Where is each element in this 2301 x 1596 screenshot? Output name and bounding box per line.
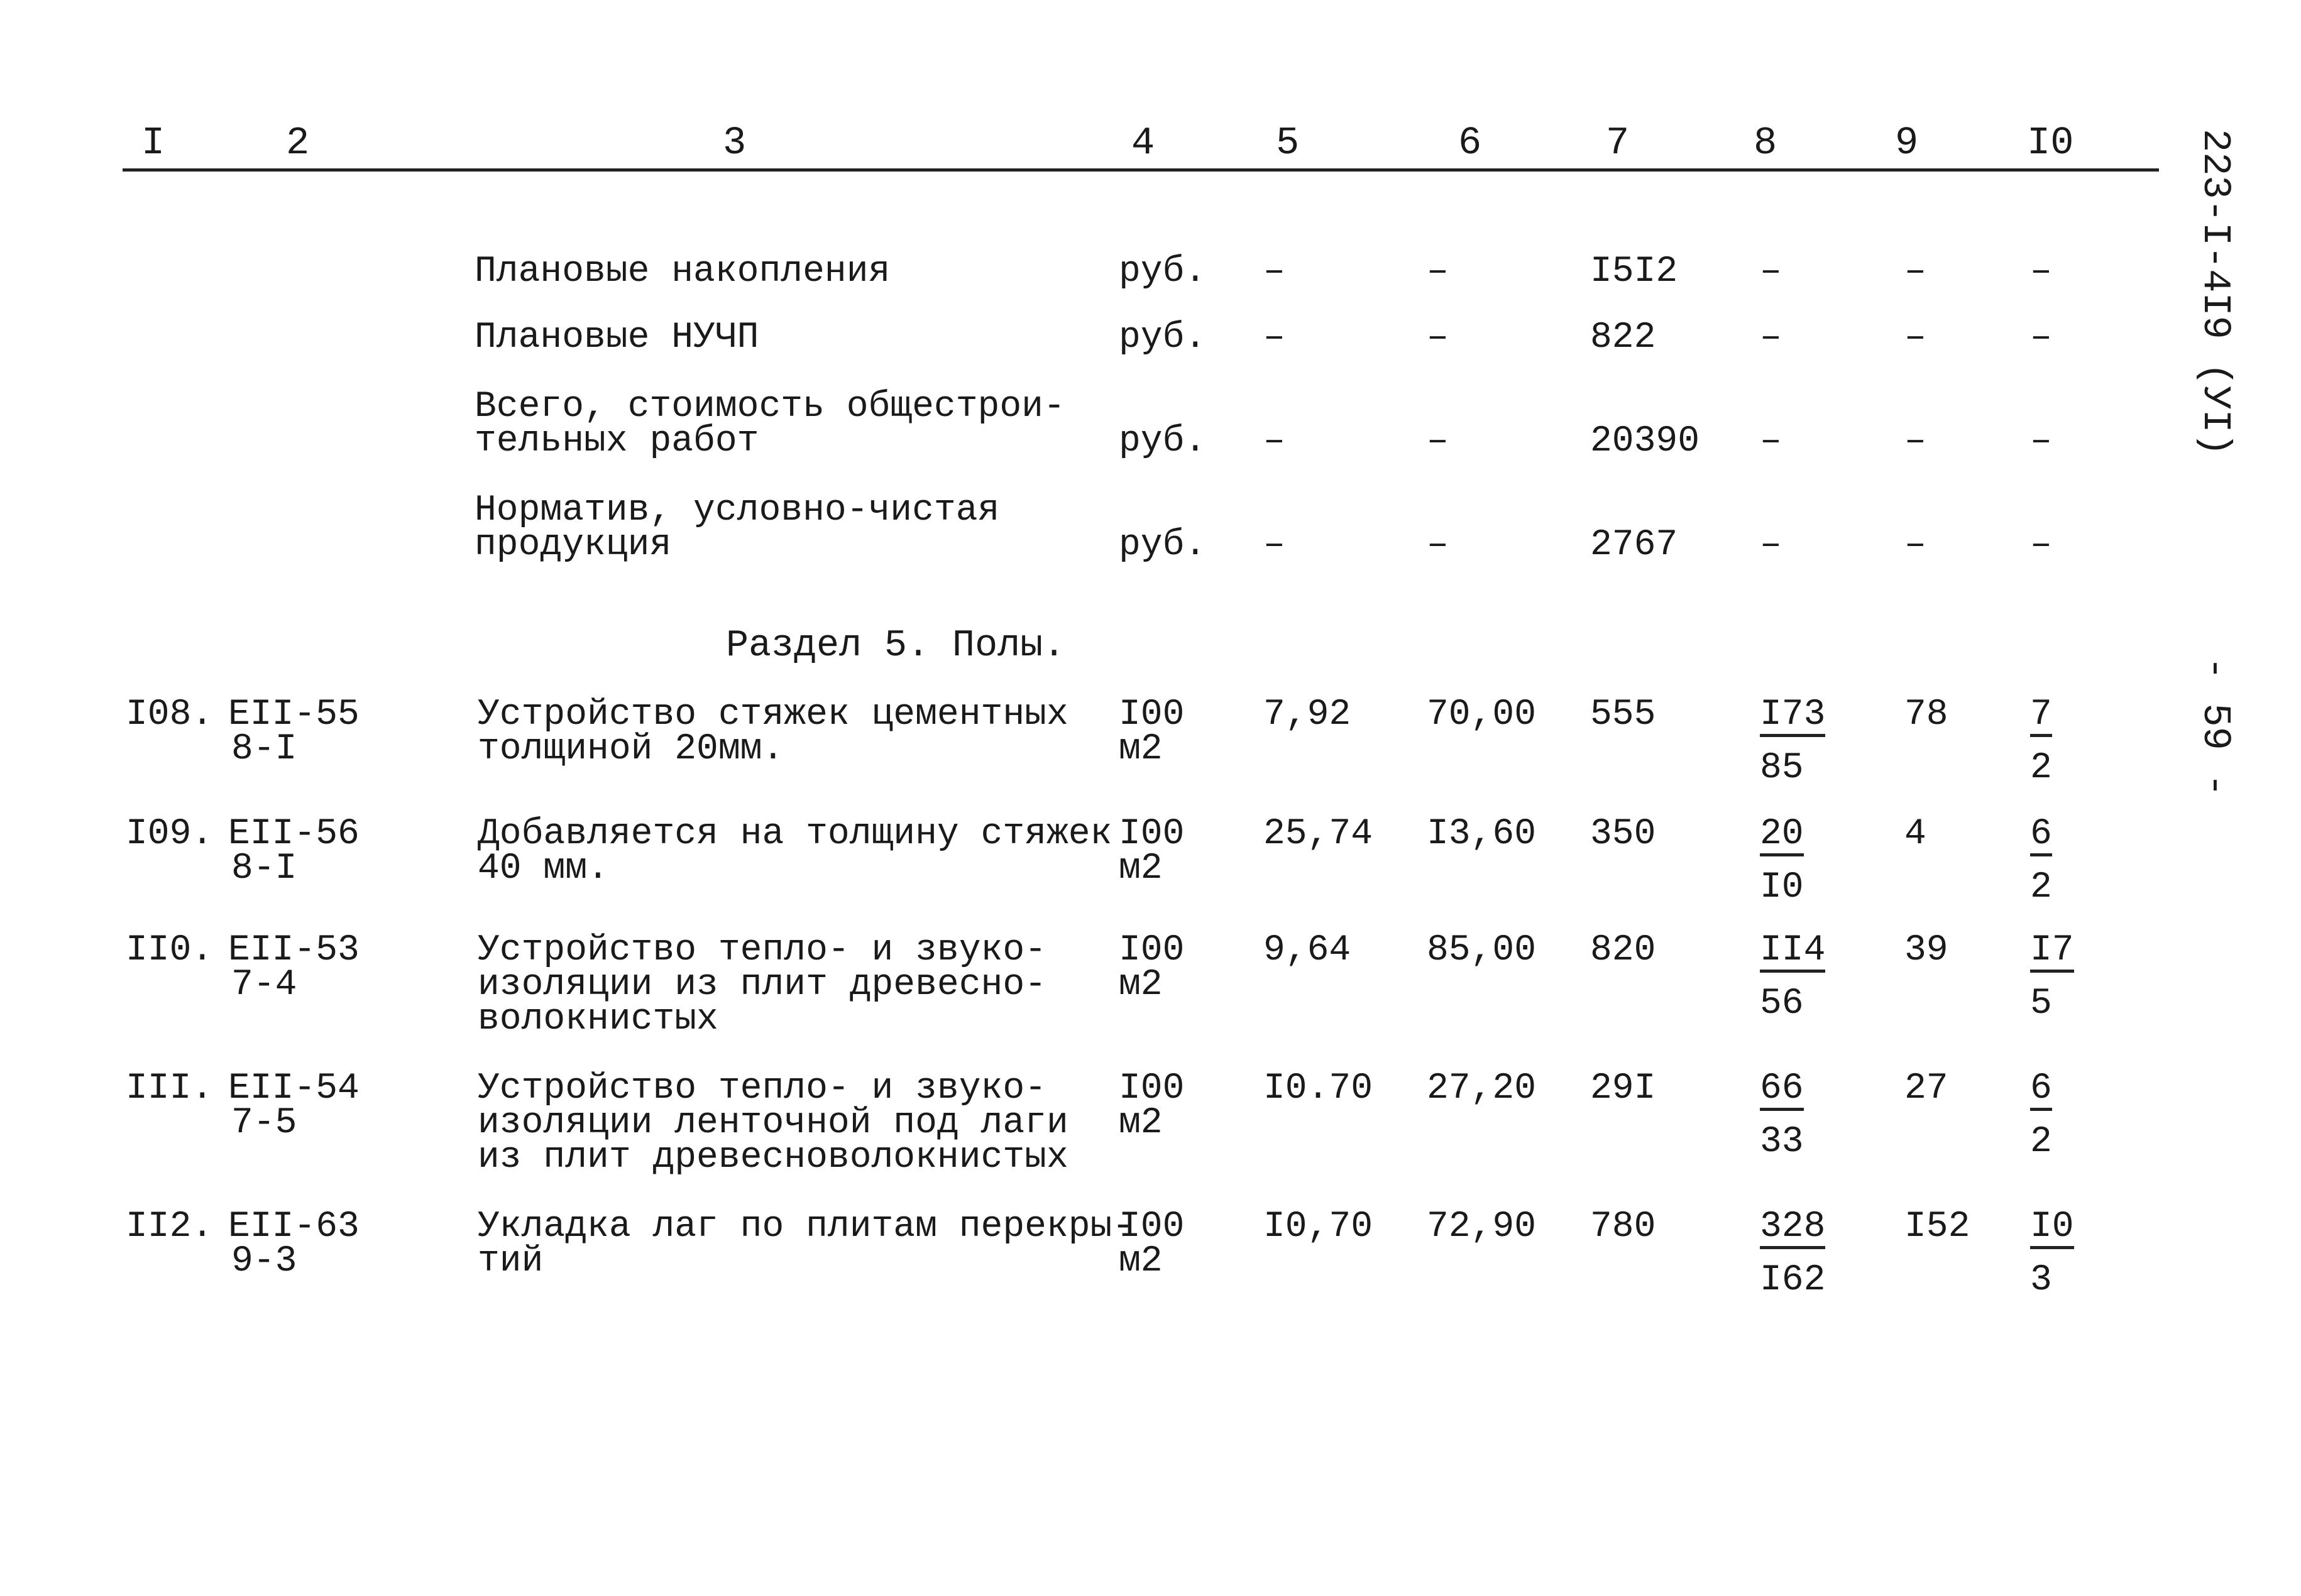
- col-header-8: 8: [1754, 121, 1777, 165]
- cell-9: 27: [1904, 1068, 1948, 1109]
- norm-code: ЕII-53: [228, 930, 360, 971]
- norm-code-sub: 8-I: [231, 729, 297, 770]
- norm-code: ЕII-54: [228, 1068, 360, 1109]
- denominator: 2: [2030, 1122, 2052, 1162]
- numerator: 328: [1760, 1210, 1825, 1249]
- unit-qty: I00: [1119, 930, 1185, 971]
- cell-7: I5I2: [1590, 251, 1678, 292]
- summary-label: Плановые накопления: [475, 251, 891, 292]
- work-description-line2: изоляции из плит древесно-: [478, 965, 1046, 1005]
- cell-7: 555: [1590, 694, 1656, 735]
- summary-label-line1: Норматив, условно-чистая: [475, 490, 1000, 531]
- cell-8-fraction: [1760, 694, 1826, 789]
- col-header-1: I: [141, 121, 165, 165]
- cell-7: 350: [1590, 814, 1656, 855]
- cell-6: –: [1427, 251, 1449, 292]
- cell-8: –: [1760, 421, 1782, 462]
- cell-10-fraction: [2030, 694, 2052, 789]
- cell-8: –: [1760, 317, 1782, 358]
- norm-code: ЕII-55: [228, 694, 360, 735]
- cell-9: I52: [1904, 1206, 1970, 1247]
- unit-measure: м2: [1119, 965, 1163, 1005]
- work-description-line2: изоляции ленточной под лаги: [478, 1103, 1068, 1144]
- cell-5: I0.70: [1263, 1068, 1373, 1109]
- work-description-line2: толщиной 20мм.: [478, 729, 784, 770]
- denominator: I0: [1760, 867, 1804, 908]
- cell-6: I3,60: [1427, 814, 1537, 855]
- row-number: I09.: [126, 814, 214, 855]
- col-header-2: 2: [286, 121, 310, 165]
- cell-5: I0,70: [1263, 1206, 1373, 1247]
- cell-8-fraction: [1760, 1068, 1804, 1162]
- col-header-10: I0: [2027, 121, 2074, 165]
- cell-8-fraction: [1760, 930, 1826, 1024]
- cell-8: –: [1760, 525, 1782, 566]
- unit: руб.: [1119, 421, 1207, 462]
- col-header-3: 3: [723, 121, 747, 165]
- numerator: 20: [1760, 817, 1804, 856]
- norm-code-sub: 9-3: [231, 1241, 297, 1282]
- numerator: 6: [2030, 817, 2052, 856]
- cell-9: –: [1904, 317, 1926, 358]
- norm-code: ЕII-56: [228, 814, 360, 855]
- norm-code-sub: 7-5: [231, 1103, 297, 1144]
- norm-code-sub: 7-4: [231, 965, 297, 1005]
- numerator: I7: [2030, 933, 2074, 973]
- cell-10-fraction: [2030, 930, 2074, 1024]
- unit-qty: I00: [1119, 694, 1185, 735]
- cell-6: –: [1427, 317, 1449, 358]
- cell-10: –: [2030, 525, 2052, 566]
- work-description-line1: Устройство стяжек цементных: [478, 694, 1068, 735]
- cell-5: –: [1263, 251, 1285, 292]
- numerator: 7: [2030, 697, 2052, 737]
- page-number: - 59 -: [2193, 657, 2238, 797]
- cell-9: –: [1904, 525, 1926, 566]
- numerator: 6: [2030, 1071, 2052, 1111]
- cell-9: 39: [1904, 930, 1948, 971]
- denominator: 56: [1760, 983, 1804, 1024]
- denominator: 2: [2030, 867, 2052, 908]
- cell-8-fraction: [1760, 814, 1804, 908]
- cell-7: 780: [1590, 1206, 1656, 1247]
- cell-10: –: [2030, 421, 2052, 462]
- denominator: 3: [2030, 1260, 2052, 1301]
- header-rule: [123, 168, 2159, 172]
- numerator: 66: [1760, 1071, 1804, 1111]
- denominator: 5: [2030, 983, 2052, 1024]
- col-header-7: 7: [1606, 121, 1630, 165]
- document-code: 223-I-4I9 (УI): [2193, 129, 2238, 456]
- unit-qty: I00: [1119, 1206, 1185, 1247]
- summary-label-line2: тельных работ: [475, 421, 759, 462]
- cell-10-fraction: [2030, 1206, 2074, 1301]
- numerator: I0: [2030, 1210, 2074, 1249]
- work-description-line1: Укладка лаг по плитам перекры-: [478, 1206, 1134, 1247]
- unit-measure: м2: [1119, 1103, 1163, 1144]
- cell-5: –: [1263, 525, 1285, 566]
- summary-label-line1: Всего, стоимость общестрои-: [475, 386, 1065, 427]
- work-description-line2: 40 мм.: [478, 848, 609, 889]
- norm-code: ЕII-63: [228, 1206, 360, 1247]
- row-number: II0.: [126, 930, 214, 971]
- cell-7: 2767: [1590, 525, 1678, 566]
- denominator: 33: [1760, 1122, 1804, 1162]
- col-header-5: 5: [1276, 121, 1300, 165]
- unit-measure: м2: [1119, 1241, 1163, 1282]
- cell-6: 85,00: [1427, 930, 1537, 971]
- cell-5: –: [1263, 317, 1285, 358]
- unit: руб.: [1119, 317, 1207, 358]
- norm-code-sub: 8-I: [231, 848, 297, 889]
- row-number: II2.: [126, 1206, 214, 1247]
- cell-7: 20390: [1590, 421, 1700, 462]
- cell-5: 25,74: [1263, 814, 1373, 855]
- cell-10: –: [2030, 251, 2052, 292]
- cell-6: –: [1427, 421, 1449, 462]
- work-description-line1: Устройство тепло- и звуко-: [478, 1068, 1046, 1109]
- unit: руб.: [1119, 251, 1207, 292]
- summary-label-line2: продукция: [475, 525, 672, 566]
- work-description-line1: Устройство тепло- и звуко-: [478, 930, 1046, 971]
- unit-qty: I00: [1119, 814, 1185, 855]
- denominator: 85: [1760, 748, 1804, 789]
- cell-9: –: [1904, 421, 1926, 462]
- denominator: I62: [1760, 1260, 1826, 1301]
- cell-7: 822: [1590, 317, 1656, 358]
- cell-6: 72,90: [1427, 1206, 1537, 1247]
- row-number: III.: [126, 1068, 214, 1109]
- numerator: II4: [1760, 933, 1825, 973]
- cell-6: 70,00: [1427, 694, 1537, 735]
- cell-5: 7,92: [1263, 694, 1351, 735]
- cell-6: –: [1427, 525, 1449, 566]
- cell-9: 78: [1904, 694, 1948, 735]
- cell-10-fraction: [2030, 1068, 2052, 1162]
- row-number: I08.: [126, 694, 214, 735]
- unit-measure: м2: [1119, 729, 1163, 770]
- work-description-line2: тий: [478, 1241, 544, 1282]
- cell-7: 820: [1590, 930, 1656, 971]
- cell-10-fraction: [2030, 814, 2052, 908]
- cell-7: 29I: [1590, 1068, 1656, 1109]
- cell-6: 27,20: [1427, 1068, 1537, 1109]
- cell-5: 9,64: [1263, 930, 1351, 971]
- unit: руб.: [1119, 525, 1207, 566]
- cell-9: –: [1904, 251, 1926, 292]
- summary-label: Плановые НУЧП: [475, 317, 759, 358]
- col-header-6: 6: [1458, 121, 1482, 165]
- cell-9: 4: [1904, 814, 1926, 855]
- denominator: 2: [2030, 748, 2052, 789]
- cell-8-fraction: [1760, 1206, 1826, 1301]
- section-title: Раздел 5. Полы.: [726, 625, 1066, 667]
- work-description-line1: Добавляется на толщину стяжек: [478, 814, 1112, 855]
- col-header-4: 4: [1131, 121, 1155, 165]
- unit-qty: I00: [1119, 1068, 1185, 1109]
- unit-measure: м2: [1119, 848, 1163, 889]
- work-description-line3: из плит древесноволокнистых: [478, 1137, 1068, 1178]
- numerator: I73: [1760, 697, 1825, 737]
- cell-8: –: [1760, 251, 1782, 292]
- col-header-9: 9: [1895, 121, 1919, 165]
- cell-10: –: [2030, 317, 2052, 358]
- work-description-line3: волокнистых: [478, 999, 718, 1040]
- cell-5: –: [1263, 421, 1285, 462]
